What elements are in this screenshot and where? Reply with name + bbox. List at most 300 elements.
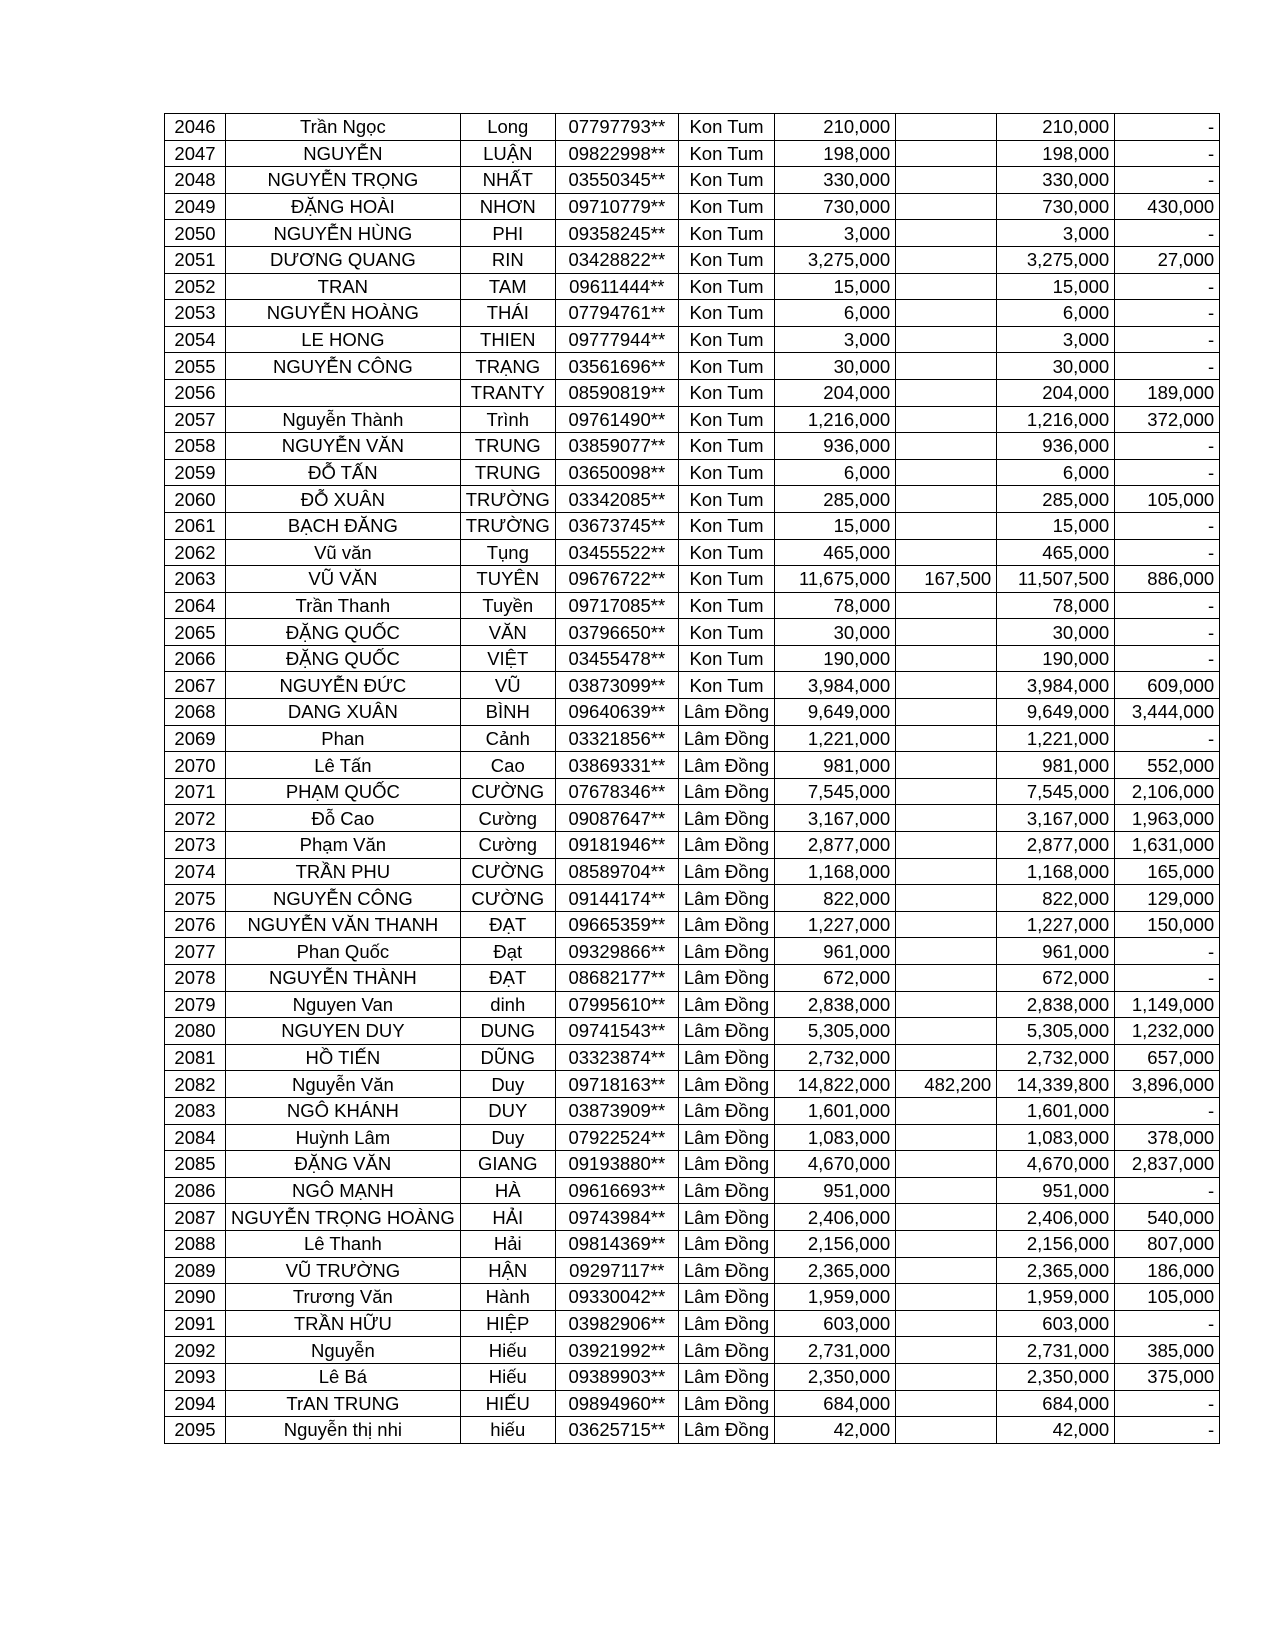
first-name-cell: VIỆT bbox=[460, 645, 555, 672]
net-amount-cell: 7,545,000 bbox=[997, 778, 1115, 805]
table-row bbox=[165, 645, 1220, 672]
amount-cell: 3,275,000 bbox=[775, 246, 896, 273]
table-row bbox=[165, 911, 1220, 938]
row-number-cell: 2070 bbox=[165, 752, 226, 779]
net-amount-cell: 4,670,000 bbox=[997, 1151, 1115, 1178]
phone-cell: 03921992** bbox=[555, 1337, 678, 1364]
last-name-cell: NGUYỄN TRỌNG bbox=[226, 167, 461, 194]
row-number-cell: 2048 bbox=[165, 167, 226, 194]
table-row bbox=[165, 1417, 1220, 1444]
table-row bbox=[165, 832, 1220, 859]
net-amount-cell: 30,000 bbox=[997, 619, 1115, 646]
table-row bbox=[165, 486, 1220, 513]
province-cell: Kon Tum bbox=[678, 566, 774, 593]
extra-amount-cell: 540,000 bbox=[1115, 1204, 1220, 1231]
amount-cell: 1,216,000 bbox=[775, 406, 896, 433]
phone-cell: 08589704** bbox=[555, 858, 678, 885]
first-name-cell: TAM bbox=[460, 273, 555, 300]
last-name-cell: NGÔ MẠNH bbox=[226, 1177, 461, 1204]
amount-cell: 30,000 bbox=[775, 619, 896, 646]
deduction-cell bbox=[896, 752, 997, 779]
amount-cell: 3,000 bbox=[775, 326, 896, 353]
province-cell: Lâm Đồng bbox=[678, 1097, 774, 1124]
row-number-cell: 2094 bbox=[165, 1390, 226, 1417]
province-cell: Lâm Đồng bbox=[678, 1230, 774, 1257]
last-name-cell: NGUYEN DUY bbox=[226, 1018, 461, 1045]
deduction-cell bbox=[896, 1177, 997, 1204]
extra-amount-cell: 1,963,000 bbox=[1115, 805, 1220, 832]
deduction-cell bbox=[896, 512, 997, 539]
deduction-cell bbox=[896, 406, 997, 433]
table-row bbox=[165, 512, 1220, 539]
amount-cell: 936,000 bbox=[775, 433, 896, 460]
phone-cell: 09640639** bbox=[555, 699, 678, 726]
first-name-cell: Duy bbox=[460, 1071, 555, 1098]
table-row bbox=[165, 1390, 1220, 1417]
table-row bbox=[165, 406, 1220, 433]
last-name-cell: Nguyễn bbox=[226, 1337, 461, 1364]
deduction-cell bbox=[896, 1151, 997, 1178]
last-name-cell: TRAN bbox=[226, 273, 461, 300]
row-number-cell: 2051 bbox=[165, 246, 226, 273]
extra-amount-cell: - bbox=[1115, 592, 1220, 619]
province-cell: Kon Tum bbox=[678, 433, 774, 460]
row-number-cell: 2074 bbox=[165, 858, 226, 885]
net-amount-cell: 2,877,000 bbox=[997, 832, 1115, 859]
province-cell: Kon Tum bbox=[678, 592, 774, 619]
extra-amount-cell: 3,444,000 bbox=[1115, 699, 1220, 726]
phone-cell: 09297117** bbox=[555, 1257, 678, 1284]
last-name-cell: TRẦN PHU bbox=[226, 858, 461, 885]
row-number-cell: 2057 bbox=[165, 406, 226, 433]
row-number-cell: 2053 bbox=[165, 300, 226, 327]
last-name-cell: Nguyễn thị nhi bbox=[226, 1417, 461, 1444]
table-row bbox=[165, 353, 1220, 380]
first-name-cell: Cường bbox=[460, 832, 555, 859]
province-cell: Lâm Đồng bbox=[678, 1390, 774, 1417]
first-name-cell: Tụng bbox=[460, 539, 555, 566]
last-name-cell: Nguyễn Thành bbox=[226, 406, 461, 433]
extra-amount-cell: 657,000 bbox=[1115, 1044, 1220, 1071]
extra-amount-cell: - bbox=[1115, 965, 1220, 992]
phone-cell: 03342085** bbox=[555, 486, 678, 513]
deduction-cell bbox=[896, 273, 997, 300]
deduction-cell bbox=[896, 379, 997, 406]
table-row bbox=[165, 220, 1220, 247]
extra-amount-cell: - bbox=[1115, 353, 1220, 380]
province-cell: Lâm Đồng bbox=[678, 752, 774, 779]
first-name-cell: RIN bbox=[460, 246, 555, 273]
last-name-cell: Nguyen Van bbox=[226, 991, 461, 1018]
net-amount-cell: 11,507,500 bbox=[997, 566, 1115, 593]
amount-cell: 330,000 bbox=[775, 167, 896, 194]
last-name-cell: ĐẶNG HOÀI bbox=[226, 193, 461, 220]
phone-cell: 09741543** bbox=[555, 1018, 678, 1045]
province-cell: Lâm Đồng bbox=[678, 1204, 774, 1231]
net-amount-cell: 190,000 bbox=[997, 645, 1115, 672]
first-name-cell: ĐẠT bbox=[460, 965, 555, 992]
phone-cell: 03321856** bbox=[555, 725, 678, 752]
province-cell: Lâm Đồng bbox=[678, 965, 774, 992]
extra-amount-cell: 609,000 bbox=[1115, 672, 1220, 699]
extra-amount-cell: 375,000 bbox=[1115, 1363, 1220, 1390]
deduction-cell bbox=[896, 725, 997, 752]
net-amount-cell: 6,000 bbox=[997, 459, 1115, 486]
phone-cell: 09743984** bbox=[555, 1204, 678, 1231]
phone-cell: 09330042** bbox=[555, 1284, 678, 1311]
phone-cell: 09616693** bbox=[555, 1177, 678, 1204]
province-cell: Lâm Đồng bbox=[678, 832, 774, 859]
first-name-cell: CƯỜNG bbox=[460, 885, 555, 912]
amount-cell: 603,000 bbox=[775, 1310, 896, 1337]
table-row bbox=[165, 1044, 1220, 1071]
table-row bbox=[165, 1151, 1220, 1178]
first-name-cell: NHƠN bbox=[460, 193, 555, 220]
first-name-cell: Hải bbox=[460, 1230, 555, 1257]
phone-cell: 09329866** bbox=[555, 938, 678, 965]
net-amount-cell: 1,168,000 bbox=[997, 858, 1115, 885]
amount-cell: 190,000 bbox=[775, 645, 896, 672]
extra-amount-cell: 150,000 bbox=[1115, 911, 1220, 938]
net-amount-cell: 2,838,000 bbox=[997, 991, 1115, 1018]
phone-cell: 09894960** bbox=[555, 1390, 678, 1417]
first-name-cell: LUẬN bbox=[460, 140, 555, 167]
province-cell: Kon Tum bbox=[678, 512, 774, 539]
row-number-cell: 2091 bbox=[165, 1310, 226, 1337]
table-row bbox=[165, 805, 1220, 832]
last-name-cell: Nguyễn Văn bbox=[226, 1071, 461, 1098]
table-row bbox=[165, 459, 1220, 486]
extra-amount-cell: 807,000 bbox=[1115, 1230, 1220, 1257]
phone-cell: 03873099** bbox=[555, 672, 678, 699]
last-name-cell: Huỳnh Lâm bbox=[226, 1124, 461, 1151]
amount-cell: 210,000 bbox=[775, 114, 896, 141]
last-name-cell: Phan bbox=[226, 725, 461, 752]
table-row bbox=[165, 300, 1220, 327]
deduction-cell bbox=[896, 1044, 997, 1071]
province-cell: Kon Tum bbox=[678, 300, 774, 327]
row-number-cell: 2050 bbox=[165, 220, 226, 247]
net-amount-cell: 1,221,000 bbox=[997, 725, 1115, 752]
table-row bbox=[165, 619, 1220, 646]
amount-cell: 2,406,000 bbox=[775, 1204, 896, 1231]
phone-cell: 03455522** bbox=[555, 539, 678, 566]
phone-cell: 03561696** bbox=[555, 353, 678, 380]
net-amount-cell: 3,000 bbox=[997, 220, 1115, 247]
extra-amount-cell: - bbox=[1115, 1177, 1220, 1204]
row-number-cell: 2078 bbox=[165, 965, 226, 992]
deduction-cell bbox=[896, 778, 997, 805]
net-amount-cell: 198,000 bbox=[997, 140, 1115, 167]
row-number-cell: 2086 bbox=[165, 1177, 226, 1204]
province-cell: Kon Tum bbox=[678, 486, 774, 513]
table-row bbox=[165, 433, 1220, 460]
province-cell: Kon Tum bbox=[678, 406, 774, 433]
phone-cell: 03625715** bbox=[555, 1417, 678, 1444]
amount-cell: 7,545,000 bbox=[775, 778, 896, 805]
deduction-cell: 167,500 bbox=[896, 566, 997, 593]
table-row bbox=[165, 114, 1220, 141]
last-name-cell: NGUYỄN TRỌNG HOÀNG bbox=[226, 1204, 461, 1231]
province-cell: Lâm Đồng bbox=[678, 885, 774, 912]
amount-cell: 3,000 bbox=[775, 220, 896, 247]
last-name-cell: VŨ TRƯỜNG bbox=[226, 1257, 461, 1284]
net-amount-cell: 3,000 bbox=[997, 326, 1115, 353]
first-name-cell: ĐẠT bbox=[460, 911, 555, 938]
phone-cell: 09193880** bbox=[555, 1151, 678, 1178]
amount-cell: 2,156,000 bbox=[775, 1230, 896, 1257]
net-amount-cell: 1,216,000 bbox=[997, 406, 1115, 433]
last-name-cell: Đỗ Cao bbox=[226, 805, 461, 832]
net-amount-cell: 936,000 bbox=[997, 433, 1115, 460]
table-row bbox=[165, 991, 1220, 1018]
table-row bbox=[165, 193, 1220, 220]
phone-cell: 09822998** bbox=[555, 140, 678, 167]
last-name-cell: Phan Quốc bbox=[226, 938, 461, 965]
deduction-cell bbox=[896, 1257, 997, 1284]
amount-cell: 2,365,000 bbox=[775, 1257, 896, 1284]
net-amount-cell: 5,305,000 bbox=[997, 1018, 1115, 1045]
amount-cell: 2,877,000 bbox=[775, 832, 896, 859]
net-amount-cell: 9,649,000 bbox=[997, 699, 1115, 726]
province-cell: Kon Tum bbox=[678, 619, 774, 646]
extra-amount-cell: 105,000 bbox=[1115, 486, 1220, 513]
last-name-cell: Trương Văn bbox=[226, 1284, 461, 1311]
deduction-cell bbox=[896, 991, 997, 1018]
amount-cell: 2,838,000 bbox=[775, 991, 896, 1018]
row-number-cell: 2079 bbox=[165, 991, 226, 1018]
last-name-cell: ĐỖ TẤN bbox=[226, 459, 461, 486]
deduction-cell bbox=[896, 805, 997, 832]
table-row bbox=[165, 379, 1220, 406]
first-name-cell: Cảnh bbox=[460, 725, 555, 752]
amount-cell: 961,000 bbox=[775, 938, 896, 965]
first-name-cell: CƯỜNG bbox=[460, 858, 555, 885]
row-number-cell: 2090 bbox=[165, 1284, 226, 1311]
first-name-cell: Hành bbox=[460, 1284, 555, 1311]
province-cell: Kon Tum bbox=[678, 193, 774, 220]
deduction-cell bbox=[896, 1284, 997, 1311]
province-cell: Lâm Đồng bbox=[678, 1151, 774, 1178]
row-number-cell: 2055 bbox=[165, 353, 226, 380]
deduction-cell: 482,200 bbox=[896, 1071, 997, 1098]
extra-amount-cell: - bbox=[1115, 645, 1220, 672]
first-name-cell: hiếu bbox=[460, 1417, 555, 1444]
net-amount-cell: 951,000 bbox=[997, 1177, 1115, 1204]
first-name-cell: TRUNG bbox=[460, 459, 555, 486]
province-cell: Lâm Đồng bbox=[678, 858, 774, 885]
extra-amount-cell: 1,631,000 bbox=[1115, 832, 1220, 859]
first-name-cell: GIANG bbox=[460, 1151, 555, 1178]
deduction-cell bbox=[896, 1018, 997, 1045]
last-name-cell: NGÔ KHÁNH bbox=[226, 1097, 461, 1124]
table-row bbox=[165, 858, 1220, 885]
net-amount-cell: 603,000 bbox=[997, 1310, 1115, 1337]
deduction-cell bbox=[896, 353, 997, 380]
extra-amount-cell: 186,000 bbox=[1115, 1257, 1220, 1284]
row-number-cell: 2095 bbox=[165, 1417, 226, 1444]
net-amount-cell: 3,275,000 bbox=[997, 246, 1115, 273]
deduction-cell bbox=[896, 300, 997, 327]
last-name-cell: DƯƠNG QUANG bbox=[226, 246, 461, 273]
phone-cell: 09389903** bbox=[555, 1363, 678, 1390]
province-cell: Lâm Đồng bbox=[678, 1363, 774, 1390]
last-name-cell: TRẦN HỮU bbox=[226, 1310, 461, 1337]
extra-amount-cell: - bbox=[1115, 273, 1220, 300]
amount-cell: 1,221,000 bbox=[775, 725, 896, 752]
table-row bbox=[165, 1363, 1220, 1390]
first-name-cell: dinh bbox=[460, 991, 555, 1018]
phone-cell: 08682177** bbox=[555, 965, 678, 992]
first-name-cell: DŨNG bbox=[460, 1044, 555, 1071]
row-number-cell: 2056 bbox=[165, 379, 226, 406]
amount-cell: 285,000 bbox=[775, 486, 896, 513]
amount-cell: 42,000 bbox=[775, 1417, 896, 1444]
first-name-cell: HIẾU bbox=[460, 1390, 555, 1417]
deduction-cell bbox=[896, 1097, 997, 1124]
net-amount-cell: 3,984,000 bbox=[997, 672, 1115, 699]
extra-amount-cell: 2,837,000 bbox=[1115, 1151, 1220, 1178]
deduction-cell bbox=[896, 326, 997, 353]
table-row bbox=[165, 326, 1220, 353]
table-row bbox=[165, 778, 1220, 805]
extra-amount-cell: 385,000 bbox=[1115, 1337, 1220, 1364]
row-number-cell: 2071 bbox=[165, 778, 226, 805]
last-name-cell: LE HONG bbox=[226, 326, 461, 353]
amount-cell: 14,822,000 bbox=[775, 1071, 896, 1098]
row-number-cell: 2065 bbox=[165, 619, 226, 646]
last-name-cell: Trần Ngọc bbox=[226, 114, 461, 141]
net-amount-cell: 1,083,000 bbox=[997, 1124, 1115, 1151]
last-name-cell bbox=[226, 379, 461, 406]
phone-cell: 03859077** bbox=[555, 433, 678, 460]
deduction-cell bbox=[896, 645, 997, 672]
deduction-cell bbox=[896, 1124, 997, 1151]
phone-cell: 03428822** bbox=[555, 246, 678, 273]
table-row bbox=[165, 938, 1220, 965]
province-cell: Kon Tum bbox=[678, 167, 774, 194]
province-cell: Lâm Đồng bbox=[678, 1071, 774, 1098]
province-cell: Kon Tum bbox=[678, 140, 774, 167]
row-number-cell: 2067 bbox=[165, 672, 226, 699]
net-amount-cell: 42,000 bbox=[997, 1417, 1115, 1444]
amount-cell: 15,000 bbox=[775, 512, 896, 539]
table-row bbox=[165, 1257, 1220, 1284]
phone-cell: 07678346** bbox=[555, 778, 678, 805]
phone-cell: 03650098** bbox=[555, 459, 678, 486]
row-number-cell: 2081 bbox=[165, 1044, 226, 1071]
row-number-cell: 2047 bbox=[165, 140, 226, 167]
province-cell: Kon Tum bbox=[678, 672, 774, 699]
extra-amount-cell: - bbox=[1115, 114, 1220, 141]
amount-cell: 981,000 bbox=[775, 752, 896, 779]
province-cell: Lâm Đồng bbox=[678, 1337, 774, 1364]
row-number-cell: 2088 bbox=[165, 1230, 226, 1257]
net-amount-cell: 822,000 bbox=[997, 885, 1115, 912]
phone-cell: 07922524** bbox=[555, 1124, 678, 1151]
table-row bbox=[165, 592, 1220, 619]
first-name-cell: HẬN bbox=[460, 1257, 555, 1284]
last-name-cell: BẠCH ĐĂNG bbox=[226, 512, 461, 539]
phone-cell: 03796650** bbox=[555, 619, 678, 646]
amount-cell: 204,000 bbox=[775, 379, 896, 406]
province-cell: Lâm Đồng bbox=[678, 1284, 774, 1311]
phone-cell: 07797793** bbox=[555, 114, 678, 141]
first-name-cell: Đạt bbox=[460, 938, 555, 965]
amount-cell: 9,649,000 bbox=[775, 699, 896, 726]
amount-cell: 3,167,000 bbox=[775, 805, 896, 832]
province-cell: Kon Tum bbox=[678, 353, 774, 380]
deduction-cell bbox=[896, 938, 997, 965]
last-name-cell: NGUYỄN CÔNG bbox=[226, 885, 461, 912]
extra-amount-cell: - bbox=[1115, 539, 1220, 566]
row-number-cell: 2072 bbox=[165, 805, 226, 832]
phone-cell: 09181946** bbox=[555, 832, 678, 859]
last-name-cell: NGUYỄN HOÀNG bbox=[226, 300, 461, 327]
net-amount-cell: 465,000 bbox=[997, 539, 1115, 566]
table-row bbox=[165, 752, 1220, 779]
row-number-cell: 2082 bbox=[165, 1071, 226, 1098]
extra-amount-cell: - bbox=[1115, 1417, 1220, 1444]
deduction-cell bbox=[896, 1204, 997, 1231]
first-name-cell: HIỆP bbox=[460, 1310, 555, 1337]
table-row bbox=[165, 885, 1220, 912]
amount-cell: 2,731,000 bbox=[775, 1337, 896, 1364]
extra-amount-cell: - bbox=[1115, 433, 1220, 460]
row-number-cell: 2076 bbox=[165, 911, 226, 938]
first-name-cell: Hiếu bbox=[460, 1337, 555, 1364]
phone-cell: 03982906** bbox=[555, 1310, 678, 1337]
phone-cell: 09665359** bbox=[555, 911, 678, 938]
last-name-cell: Vũ văn bbox=[226, 539, 461, 566]
row-number-cell: 2054 bbox=[165, 326, 226, 353]
table-row bbox=[165, 140, 1220, 167]
last-name-cell: ĐẶNG QUỐC bbox=[226, 645, 461, 672]
province-cell: Kon Tum bbox=[678, 326, 774, 353]
first-name-cell: Tuyền bbox=[460, 592, 555, 619]
amount-cell: 15,000 bbox=[775, 273, 896, 300]
first-name-cell: TRUNG bbox=[460, 433, 555, 460]
phone-cell: 09777944** bbox=[555, 326, 678, 353]
net-amount-cell: 730,000 bbox=[997, 193, 1115, 220]
net-amount-cell: 1,601,000 bbox=[997, 1097, 1115, 1124]
deduction-cell bbox=[896, 539, 997, 566]
extra-amount-cell: 2,106,000 bbox=[1115, 778, 1220, 805]
amount-cell: 1,959,000 bbox=[775, 1284, 896, 1311]
extra-amount-cell: 105,000 bbox=[1115, 1284, 1220, 1311]
deduction-cell bbox=[896, 459, 997, 486]
row-number-cell: 2059 bbox=[165, 459, 226, 486]
province-cell: Kon Tum bbox=[678, 539, 774, 566]
row-number-cell: 2087 bbox=[165, 1204, 226, 1231]
row-number-cell: 2058 bbox=[165, 433, 226, 460]
first-name-cell: TRƯỜNG bbox=[460, 486, 555, 513]
net-amount-cell: 285,000 bbox=[997, 486, 1115, 513]
phone-cell: 09761490** bbox=[555, 406, 678, 433]
net-amount-cell: 2,350,000 bbox=[997, 1363, 1115, 1390]
province-cell: Lâm Đồng bbox=[678, 911, 774, 938]
deduction-cell bbox=[896, 1417, 997, 1444]
extra-amount-cell: 1,149,000 bbox=[1115, 991, 1220, 1018]
net-amount-cell: 78,000 bbox=[997, 592, 1115, 619]
first-name-cell: Trình bbox=[460, 406, 555, 433]
deduction-cell bbox=[896, 140, 997, 167]
deduction-cell bbox=[896, 193, 997, 220]
net-amount-cell: 330,000 bbox=[997, 167, 1115, 194]
phone-cell: 07995610** bbox=[555, 991, 678, 1018]
province-cell: Lâm Đồng bbox=[678, 699, 774, 726]
first-name-cell: THÁI bbox=[460, 300, 555, 327]
